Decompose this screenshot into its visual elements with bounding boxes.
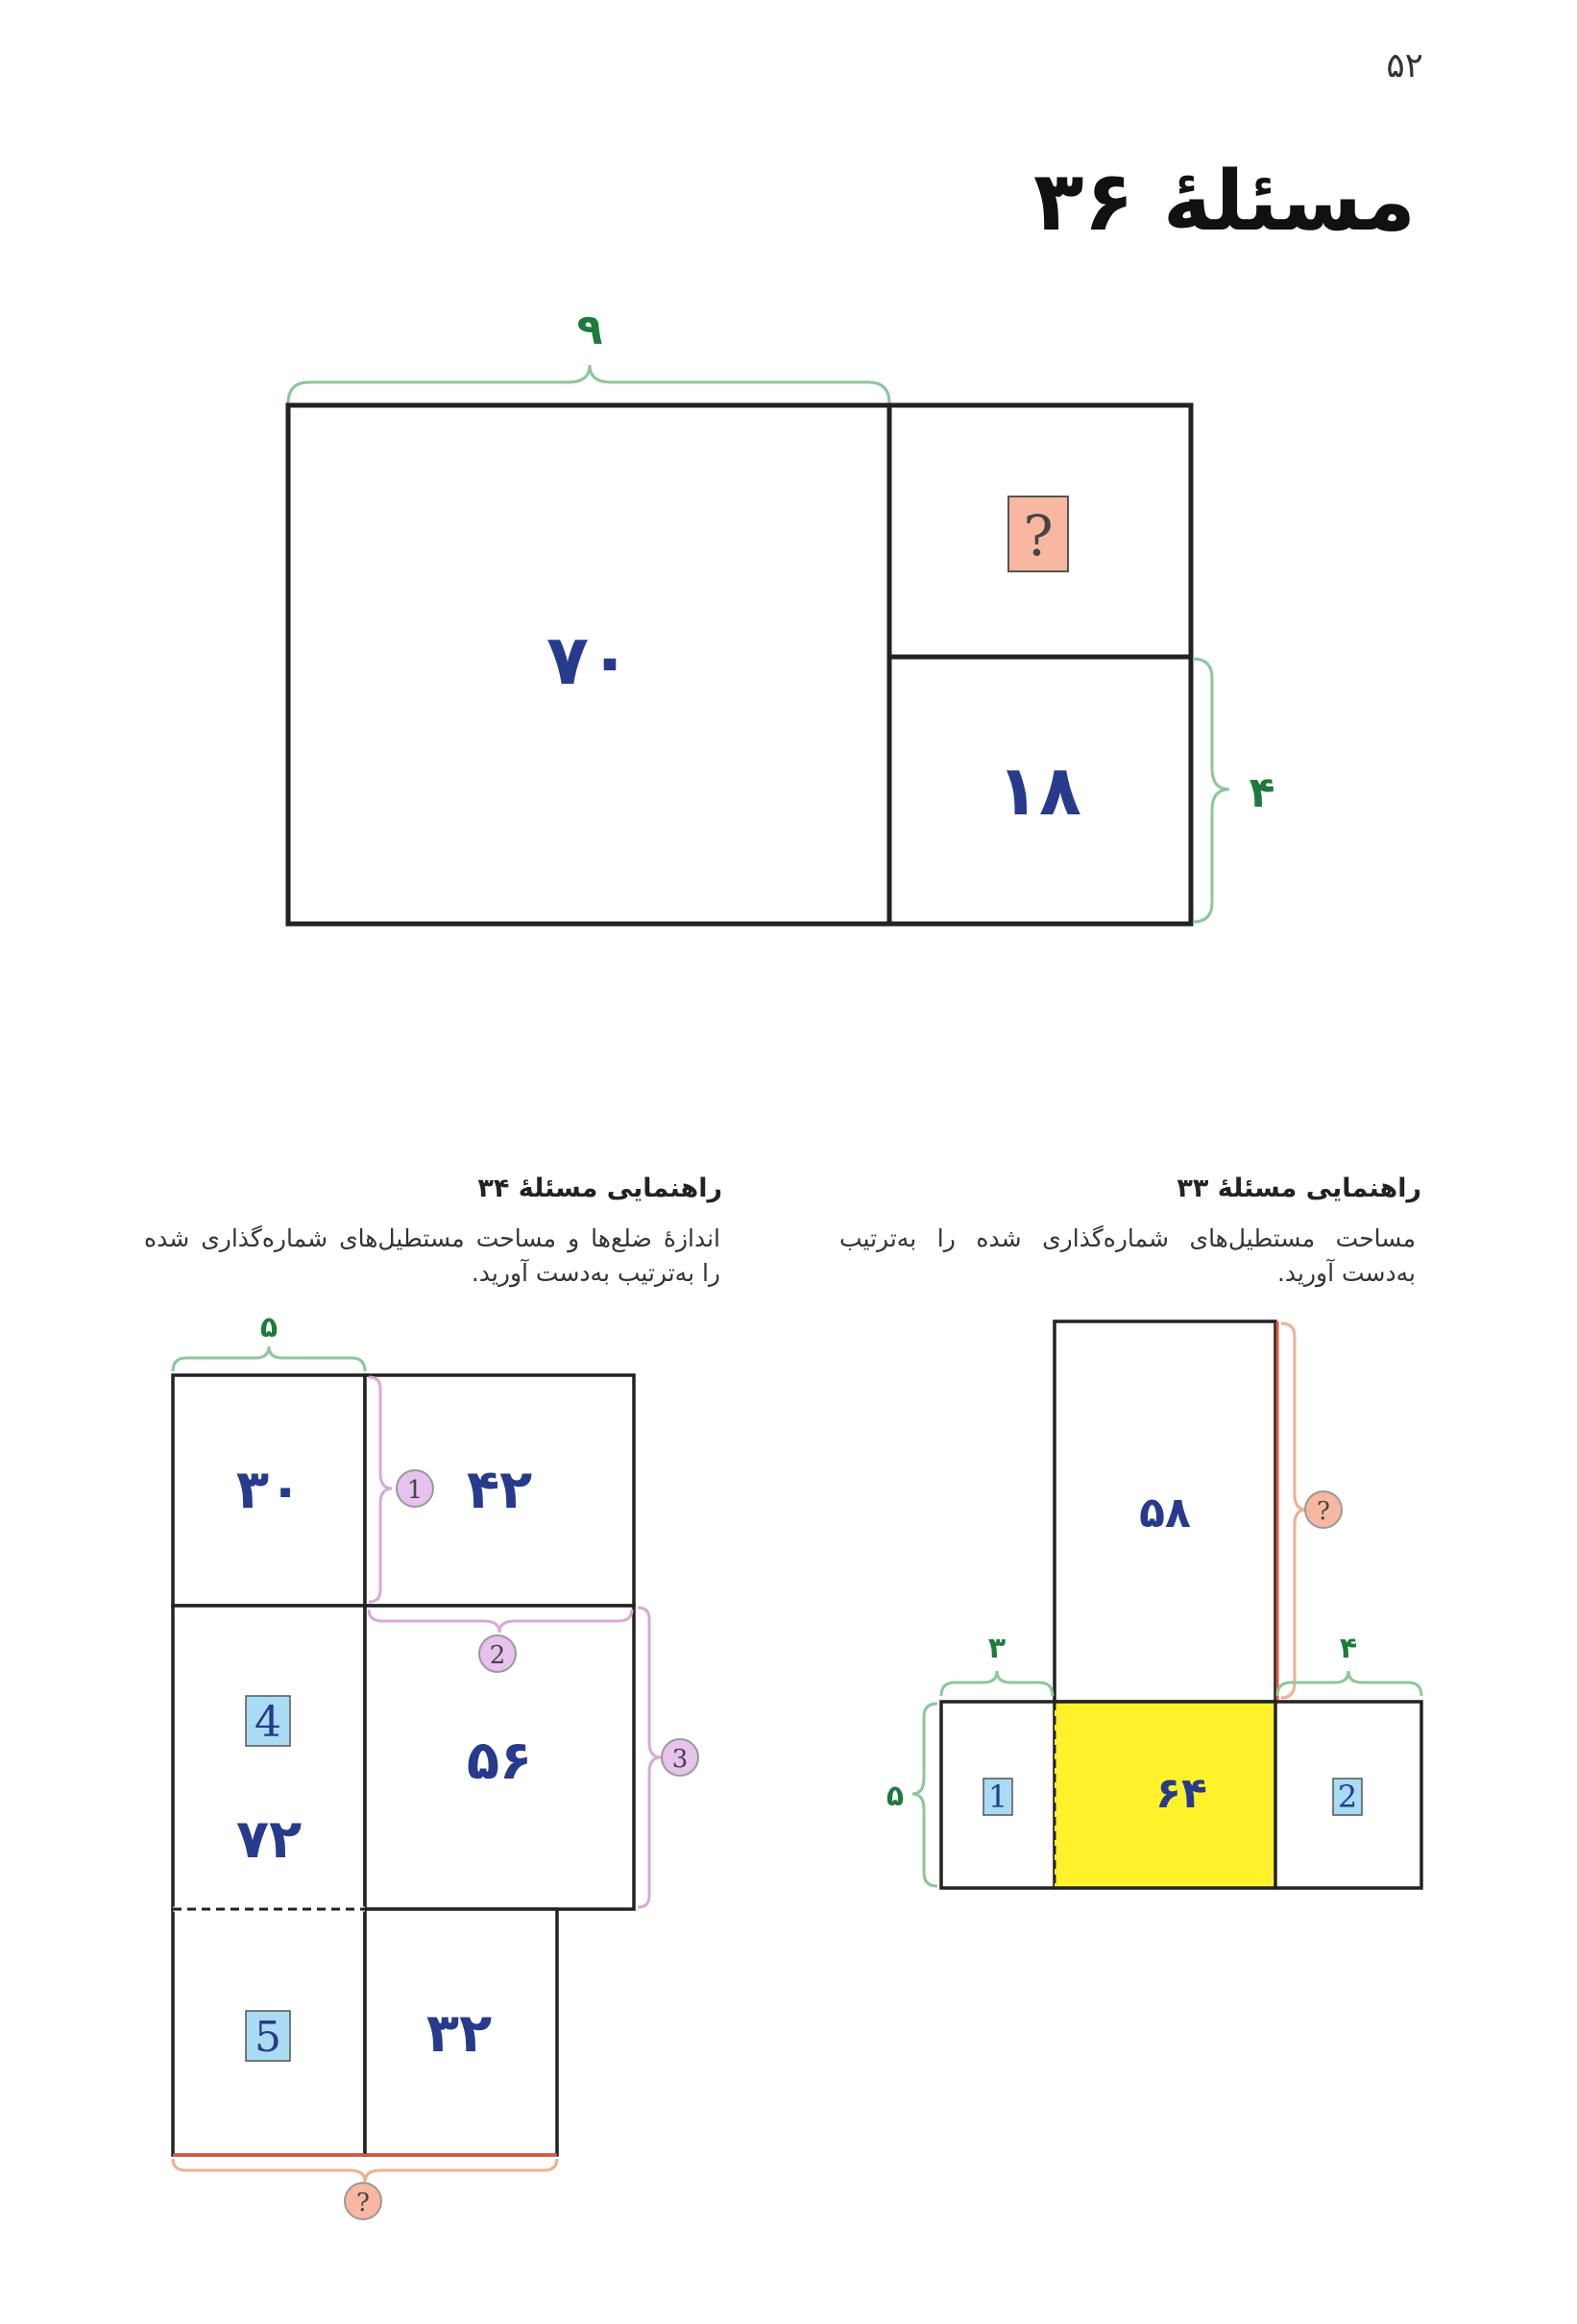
hint34-description: اندازهٔ ضلع‌ها و مساحت مستطیل‌های شماره‌گذاری شده را به‌ترتیب به‌دست آورید. — [144, 1224, 720, 1287]
label-left-width: ۳ — [987, 1632, 1007, 1665]
brace-unknown-height — [1281, 1323, 1306, 1698]
box-4-label: 4 — [255, 1698, 281, 1747]
brace-right-height — [1193, 659, 1229, 922]
brace-top-width-5 — [173, 1346, 365, 1371]
box-5-label: 5 — [255, 2013, 281, 2062]
circle-3-label: 3 — [671, 1745, 689, 1774]
bottom-unknown-mark: ? — [356, 2189, 370, 2217]
label-right-height: ۴ — [1249, 768, 1275, 817]
area-72: ۷۲ — [235, 1808, 303, 1871]
main-figure — [288, 305, 1274, 924]
unknown-mark: ? — [1023, 503, 1054, 569]
brace-circle-3 — [638, 1608, 661, 1907]
hint33-title: راهنمایی مسئلهٔ ۳۳ — [1177, 1174, 1421, 1203]
area-30: ۳۰ — [235, 1459, 303, 1521]
area-64: ۶۴ — [1155, 1769, 1207, 1818]
brace-top-width — [288, 365, 889, 403]
area-32: ۳۲ — [425, 2002, 493, 2065]
box-2-label: 2 — [1337, 1779, 1358, 1815]
label-right-width: ۴ — [1339, 1632, 1358, 1665]
hint33-figure — [886, 1321, 1421, 1888]
hint34-figure — [173, 1311, 698, 2219]
hint34-title: راهنمایی مسئلهٔ ۳۴ — [477, 1174, 722, 1203]
brace-right-width — [1277, 1671, 1421, 1696]
unknown-circle-mark: ? — [1317, 1497, 1330, 1526]
brace-left-height — [912, 1704, 937, 1886]
label-top-width: ۹ — [576, 305, 603, 354]
label-top-width-5: ۵ — [259, 1311, 279, 1344]
label-left-height: ۵ — [886, 1779, 905, 1813]
brace-left-width — [941, 1671, 1053, 1696]
area-58: ۵۸ — [1139, 1489, 1191, 1537]
hint33-description: مساحت مستطیل‌های شماره‌گذاری شده را به‌ترتیب به‌دست آورید. — [839, 1224, 1416, 1287]
area-56: ۵۶ — [466, 1730, 533, 1792]
area-42: ۴۲ — [466, 1459, 533, 1521]
page-number: ۵۲ — [1386, 46, 1423, 85]
area-big: ۷۰ — [546, 619, 631, 700]
page-title: مسئلهٔ ۳۶ — [1032, 154, 1416, 250]
box-1-label: 1 — [987, 1779, 1008, 1815]
area-small: ۱۸ — [997, 750, 1081, 831]
circle-1-label: 1 — [406, 1476, 424, 1505]
circle-2-label: 2 — [489, 1641, 506, 1670]
brace-bottom-unknown — [173, 2159, 557, 2182]
